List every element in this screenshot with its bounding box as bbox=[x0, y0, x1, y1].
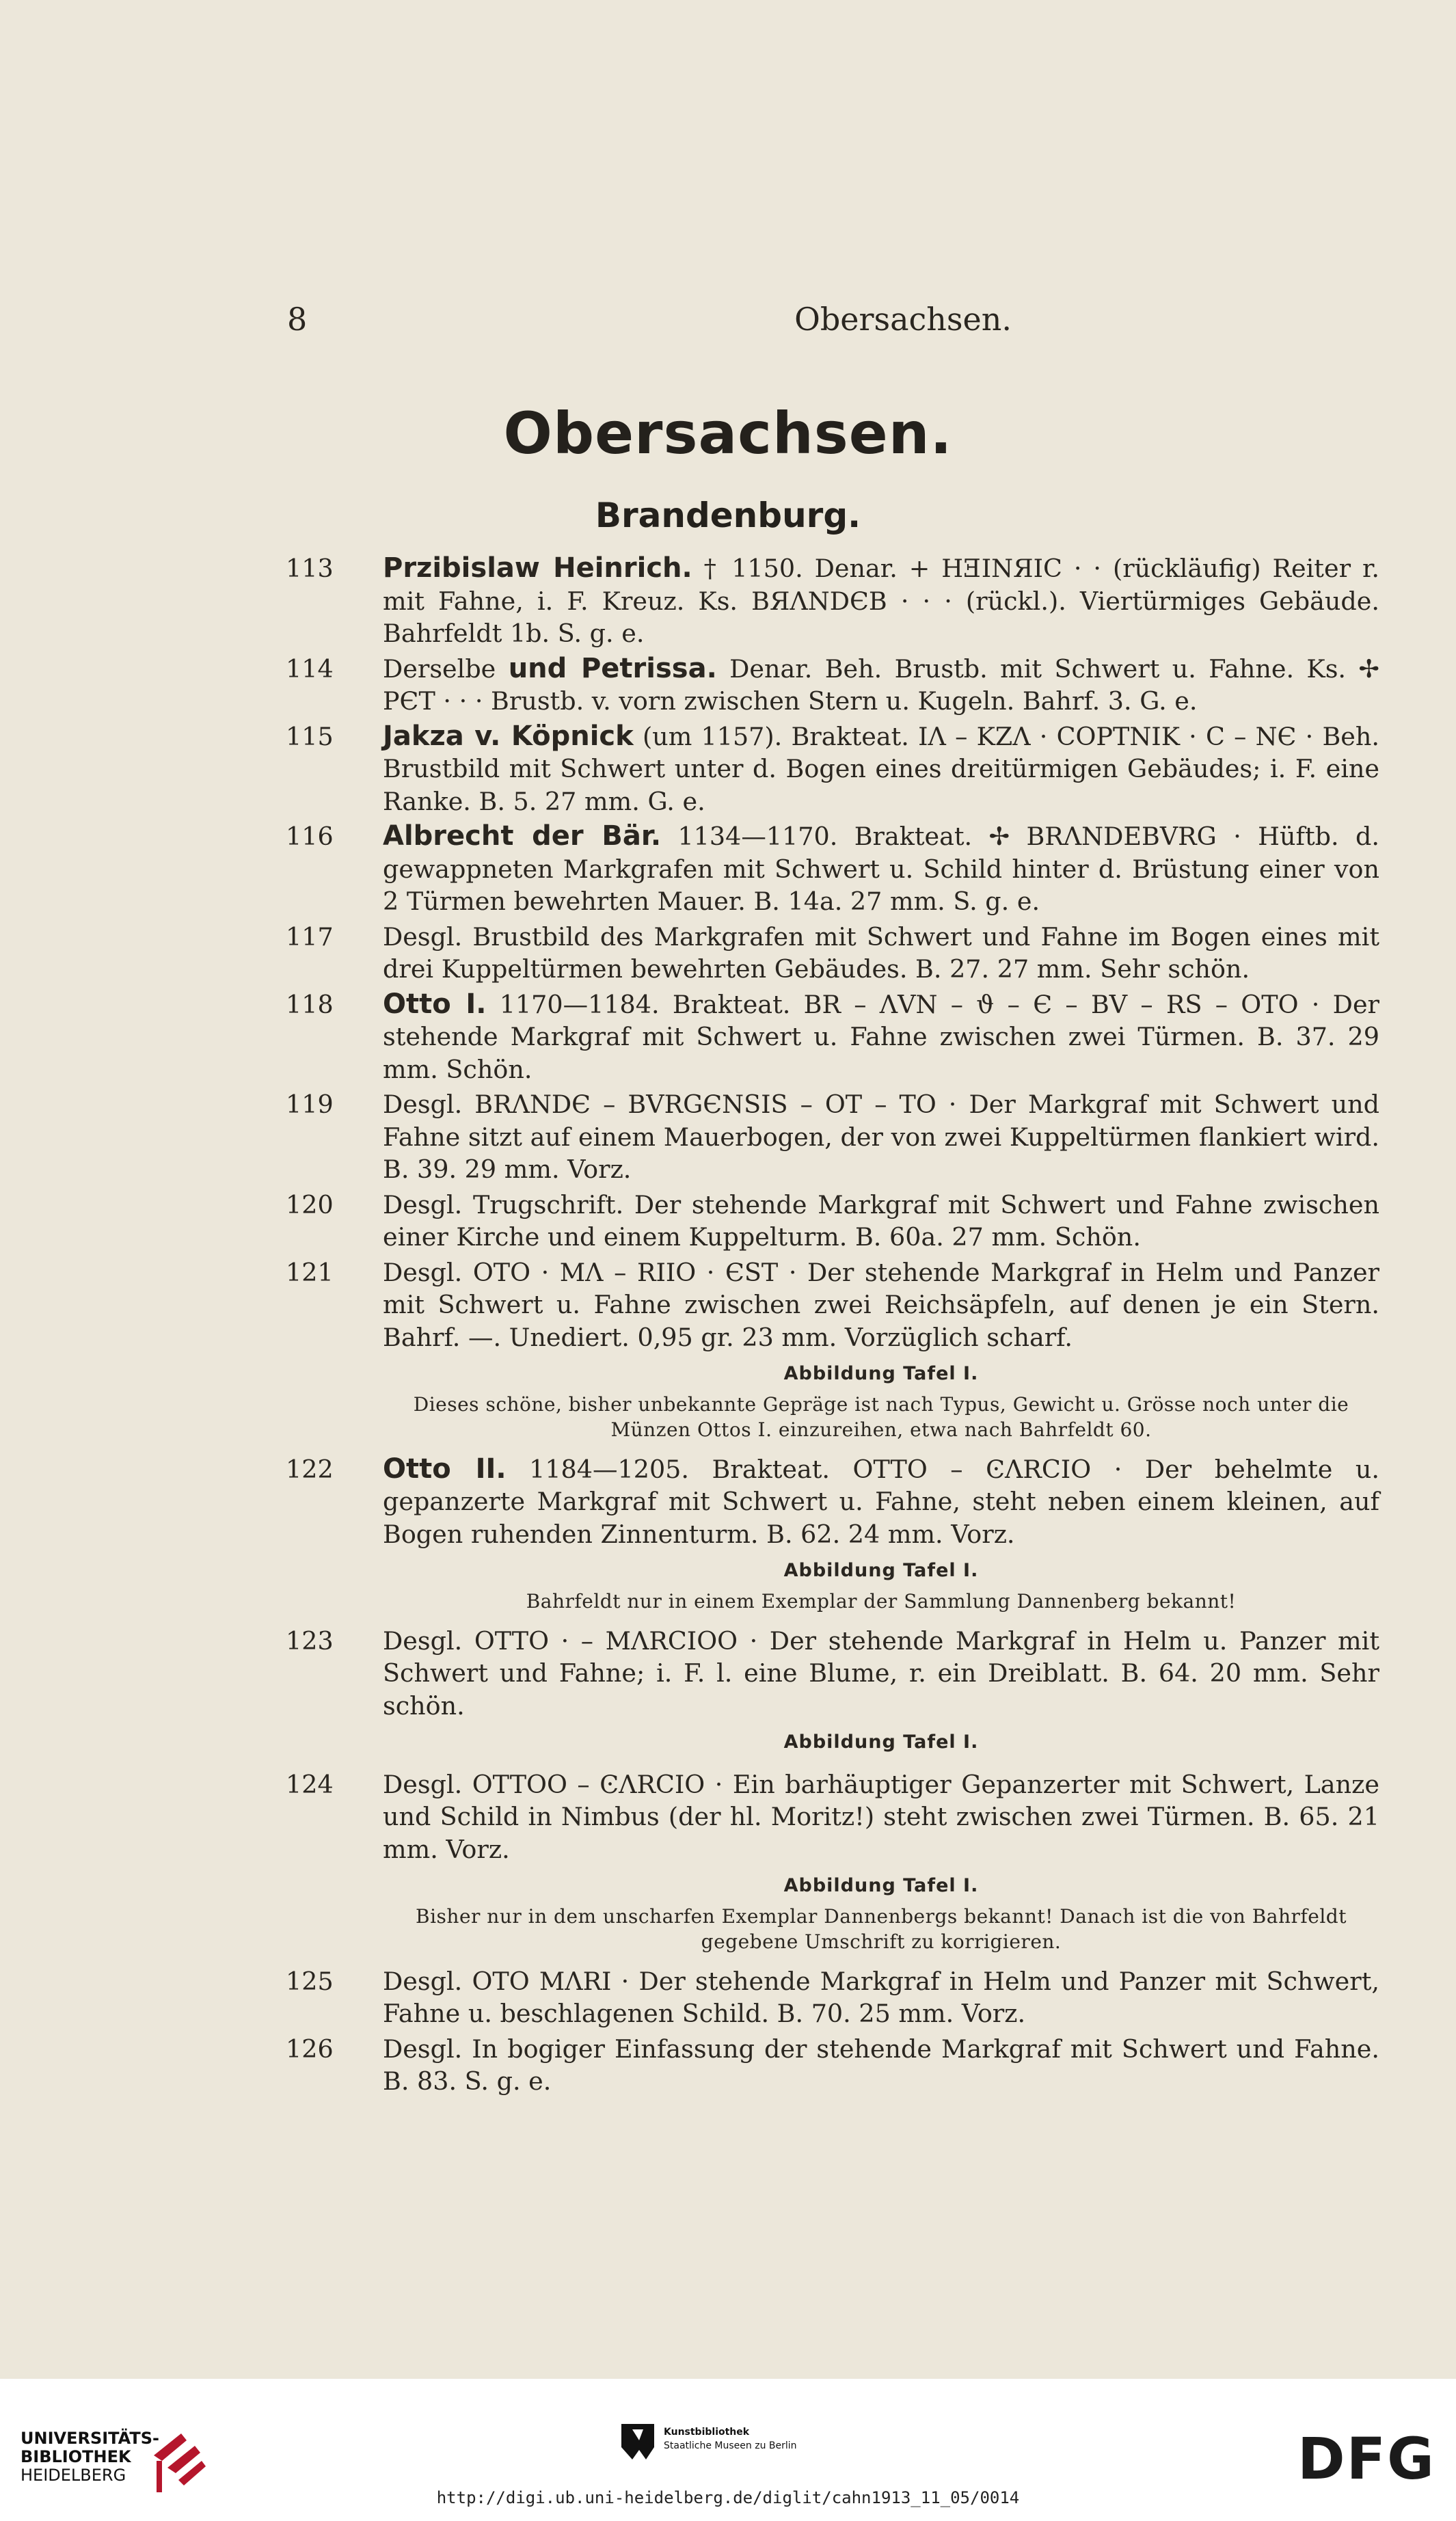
entry-number: 114 bbox=[286, 653, 334, 684]
entry-note: Bahrfeldt nur in einem Exemplar der Sammlung Dannenberg bekannt! bbox=[526, 1589, 1237, 1613]
kb-logo-line1: Kunstbibliothek bbox=[664, 2427, 750, 2438]
entry-text: Desgl. OTTO · – MΛRCIOO · Der stehende Markgraf in Helm u. Panzer mit Schwert und Fahne; i. F. l. eine Blume, r. ein Dreiblatt. B. 64. 20 mm. Sehr schön. bbox=[383, 1626, 1379, 1721]
entry-number: 113 bbox=[286, 554, 334, 583]
entry-ruler: Jakza v. Köpnick bbox=[383, 720, 634, 752]
entry-text: 1170—1184. Brakteat. BR – ΛVN – ϑ – Є – BV – RS – OTO · Der stehende Markgraf mit Schwert u. Fahne zwischen zwei Türmen. B. 37. 29 mm. Schön. bbox=[383, 989, 1379, 1084]
catalog-entry bbox=[286, 1965, 1379, 2030]
entry-text: Desgl. OTO · MΛ – RIIO · ЄST · Der stehende Markgraf in Helm und Panzer mit Schwert u. Fahne zwischen zwei Reichsäpfeln, auf denen je ein Stern. Bahrf. —. Unediert. 0,95 gr. 23 mm. Vorzüglich scharf. bbox=[383, 1257, 1379, 1352]
entry-text: Desgl. Trugschrift. Der stehende Markgraf mit Schwert und Fahne zwischen einer Kirche und einem Kuppelturm. B. 60a. 27 mm. Schön. bbox=[383, 1189, 1379, 1252]
entry-text: Desgl. OTO MΛRI · Der stehende Markgraf in Helm und Panzer mit Schwert, Fahne u. beschlagenen Schild. B. 70. 25 mm. Vorz. bbox=[383, 1966, 1379, 2028]
dfg-logo: DFG bbox=[1297, 2425, 1435, 2492]
entry-number: 118 bbox=[286, 989, 334, 1019]
plate-reference: Abbildung Tafel I. bbox=[783, 1875, 979, 1896]
entry-number: 121 bbox=[286, 1257, 334, 1287]
entry-number: 123 bbox=[286, 1626, 334, 1656]
entry-ruler: Przibislaw Heinrich. bbox=[383, 552, 692, 584]
entry-text: Desgl. OTTOO – ϾΛRCIO · Ein barhäuptiger Gepanzerter mit Schwert, Lanze und Schild in Nimbus (der hl. Moritz!) steht zwischen zwei Türmen. B. 65. 21 mm. Vorz. bbox=[383, 1769, 1379, 1864]
uni-logo-line1: UNIVERSITÄTS- bbox=[21, 2429, 160, 2448]
catalog-entry bbox=[286, 1189, 1379, 1254]
kunstbibliothek-logo bbox=[619, 2420, 851, 2468]
catalog-entry bbox=[286, 1256, 1379, 1354]
page-number: 8 bbox=[287, 301, 308, 338]
plate-reference: Abbildung Tafel I. bbox=[783, 1363, 979, 1384]
entry-number: 115 bbox=[286, 721, 334, 751]
berlin-museum-emblem-icon bbox=[619, 2420, 657, 2464]
entry-number: 126 bbox=[286, 2034, 334, 2064]
catalog-entry bbox=[286, 1625, 1379, 1723]
viewer-footer bbox=[0, 2379, 1456, 2521]
heidelberg-emblem-icon bbox=[147, 2428, 208, 2496]
uni-logo-line3: HEIDELBERG bbox=[21, 2466, 126, 2485]
entry-text: Desgl. BRΛNDЄ – BVRGЄNSIS – OT – TO · Der Markgraf mit Schwert und Fahne sitzt auf einem Mauerbogen, der von zwei Kuppeltürmen flankiert wird. B. 39. 29 mm. Vorz. bbox=[383, 1090, 1379, 1184]
entry-number: 119 bbox=[286, 1090, 334, 1119]
entry-text: † 1150. Denar. + HƎINЯIC · · (rückläufig) Reiter r. mit Fahne, i. F. Kreuz. Ks. BЯΛNDЄB · · · (rückl.). Viertürmiges Gebäude. Bahrfeldt 1b. S. g. e. bbox=[383, 554, 1379, 648]
entry-text: Desgl. In bogiger Einfassung der stehende Markgraf mit Schwert und Fahne. B. 83. S. g. e. bbox=[383, 2034, 1379, 2096]
catalog-entry bbox=[286, 820, 1379, 918]
entry-ruler: Otto I. bbox=[383, 988, 487, 1020]
catalog-entry bbox=[286, 653, 1379, 718]
plate-reference: Abbildung Tafel I. bbox=[783, 1731, 979, 1753]
catalog-entry bbox=[286, 1453, 1379, 1551]
section-subtitle: Brandenburg. bbox=[595, 496, 861, 535]
running-title: Obersachsen. bbox=[794, 301, 1012, 338]
catalog-entry bbox=[286, 921, 1379, 986]
entry-text: 1184—1205. Brakteat. OTTO – ϾΛRCIO · Der behelmte u. gepanzerte Markgraf mit Schwert u. Fahne, steht neben einem kleinen, auf Bogen ruhenden Zinnenturm. B. 62. 24 mm. Vorz. bbox=[383, 1454, 1379, 1549]
entry-ruler-second: und Petrissa. bbox=[508, 652, 717, 684]
entry-ruler: Derselbe bbox=[383, 653, 496, 684]
entry-number: 117 bbox=[286, 921, 334, 952]
entry-note: Dieses schöne, bisher unbekannte Gepräge ist nach Typus, Gewicht u. Grösse noch unter die Münzen Ottos I. einzureihen, etwa nach Bahrfeldt 60. bbox=[413, 1392, 1349, 1441]
catalog-entries bbox=[286, 552, 1379, 2098]
catalog-entry bbox=[286, 2033, 1379, 2098]
entry-text: Desgl. Brustbild des Markgrafen mit Schwert und Fahne im Bogen eines mit drei Kuppeltürmen bewehrten Gebäudes. B. 27. 27 mm. Sehr schön. bbox=[383, 921, 1379, 984]
permalink-url[interactable]: http://digi.ub.uni-heidelberg.de/diglit/cahn1913_11_05/0014 bbox=[436, 2488, 1020, 2507]
running-head bbox=[287, 301, 1381, 342]
catalog-entry bbox=[286, 552, 1379, 650]
page-title: Obersachsen. bbox=[503, 400, 953, 467]
entry-ruler: Albrecht der Bär. bbox=[383, 820, 662, 852]
entry-number: 120 bbox=[286, 1189, 334, 1219]
entry-text: Denar. Beh. Brustb. mit Schwert u. Fahne. Ks. ✢ PЄT · · · Brustb. v. vorn zwischen Stern u. Kugeln. Bahrf. 3. G. e. bbox=[383, 653, 1379, 716]
catalog-entry bbox=[286, 988, 1379, 1086]
entry-number: 122 bbox=[286, 1454, 334, 1484]
entry-number: 124 bbox=[286, 1769, 334, 1799]
entry-text: 1134—1170. Brakteat. ✢ BRΛNDEBVRG · Hüftb. d. gewappneten Markgrafen mit Schwert u. Schild hinter d. Brüstung einer von 2 Türmen bewehrten Mauer. B. 14a. 27 mm. S. g. e. bbox=[383, 822, 1379, 916]
uni-logo-line2: BIBLIOTHEK bbox=[21, 2447, 131, 2466]
plate-reference: Abbildung Tafel I. bbox=[783, 1560, 979, 1581]
catalog-entry bbox=[286, 720, 1379, 818]
entry-number: 125 bbox=[286, 1966, 334, 1996]
entry-note: Bisher nur in dem unscharfen Exemplar Dannenbergs bekannt! Danach ist die von Bahrfeldt gegebene Umschrift zu korrigieren. bbox=[416, 1904, 1347, 1953]
catalog-entry bbox=[286, 1088, 1379, 1186]
kb-logo-line2: Staatliche Museen zu Berlin bbox=[664, 2440, 797, 2451]
catalog-entry bbox=[286, 1768, 1379, 1866]
entry-text: (um 1157). Brakteat. IΛ – KZΛ · COPTNIK · C – NЄ · Beh. Brustbild mit Schwert unter d. Bogen eines dreitürmigen Gebäudes; i. F. eine Ranke. B. 5. 27 mm. G. e. bbox=[383, 721, 1379, 816]
entry-ruler: Otto II. bbox=[383, 1453, 507, 1485]
entry-number: 116 bbox=[286, 822, 334, 851]
